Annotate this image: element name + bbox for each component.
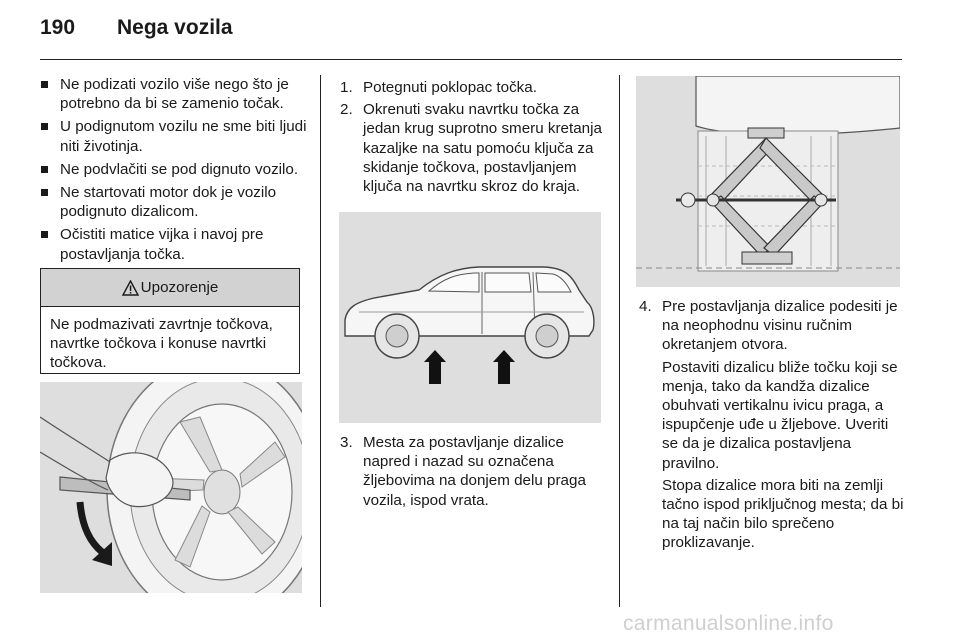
paragraph: Postaviti dizalicu bliže točku koji se menja, tako da kandža dizalice obuhvati vertikalnu ivicu praga, a ispupčenje uđe u žljebove. Uveriti se da je dizalica postavljena pravilno. [662, 358, 898, 472]
bullet-square-icon [41, 231, 48, 238]
column-divider-2 [619, 75, 620, 607]
bullet-square-icon [41, 166, 48, 173]
wheel-wrench-illustration [40, 382, 302, 593]
bullet-item: Očistiti matice vijka i navoj pre postavljanja točka. [40, 225, 308, 263]
scissor-jack-figure [636, 76, 900, 287]
header-rule [40, 59, 902, 60]
step-item: 3. Mesta za postavljanje dizalice napred i nazad su označena žljebovima na donjem delu praga vozila, ispod vrata. [340, 434, 586, 509]
bullet-square-icon [41, 81, 48, 88]
warning-title: Upozorenje [140, 279, 219, 296]
step-item: 1. Potegnuti poklopac točka. [340, 79, 537, 96]
warning-box [40, 268, 300, 374]
step-item: 2. Okrenuti svaku navrtku točka za jedan krug suprotno smeru kretanja kazaljke na satu pomoću ključa za skidanje točkova, postavljanjem ključa na navrtku skroz do kraja. [340, 101, 602, 196]
bullet-item: Ne podizati vozilo više nego što je potrebno da bi se zamenio točak. [40, 75, 308, 113]
bullet-item: Ne podvlačiti se pod dignuto vozilo. [40, 160, 308, 179]
warning-triangle-icon [122, 280, 139, 296]
car-illustration [339, 212, 601, 423]
middle-steps [338, 78, 606, 199]
footer-watermark: carmanualsonline.info [623, 612, 834, 635]
warning-header [41, 269, 299, 307]
bullet-item: Ne startovati motor dok je vozilo podignuto dizalicom. [40, 183, 308, 221]
car-jack-points-figure [339, 212, 601, 423]
wheel-wrench-figure [40, 382, 302, 593]
page-number: 190 [40, 16, 76, 39]
page-title: Nega vozila [117, 16, 233, 39]
right-text [637, 297, 905, 556]
bullet-square-icon [41, 123, 48, 130]
bullet-square-icon [41, 189, 48, 196]
middle-step-3 [338, 433, 606, 513]
warning-text: Ne podmazivati zavrtnje točkova, navrtke točkova i konuse navrtki točkova. [50, 316, 273, 372]
scissor-jack-illustration [636, 76, 900, 287]
step-item: 4. Pre postavljanja dizalice podesiti je na neophodnu visinu ručnim okretanjem otvora. [639, 298, 898, 354]
paragraph: Stopa dizalice mora biti na zemlji tačno ispod priključnog mesta; da bi na taj način bilo sprečeno proklizavanje. [662, 476, 904, 552]
left-bullet-list [40, 75, 308, 268]
bullet-item: U podignutom vozilu ne sme biti ljudi niti životinja. [40, 117, 308, 155]
column-divider-1 [320, 75, 321, 607]
